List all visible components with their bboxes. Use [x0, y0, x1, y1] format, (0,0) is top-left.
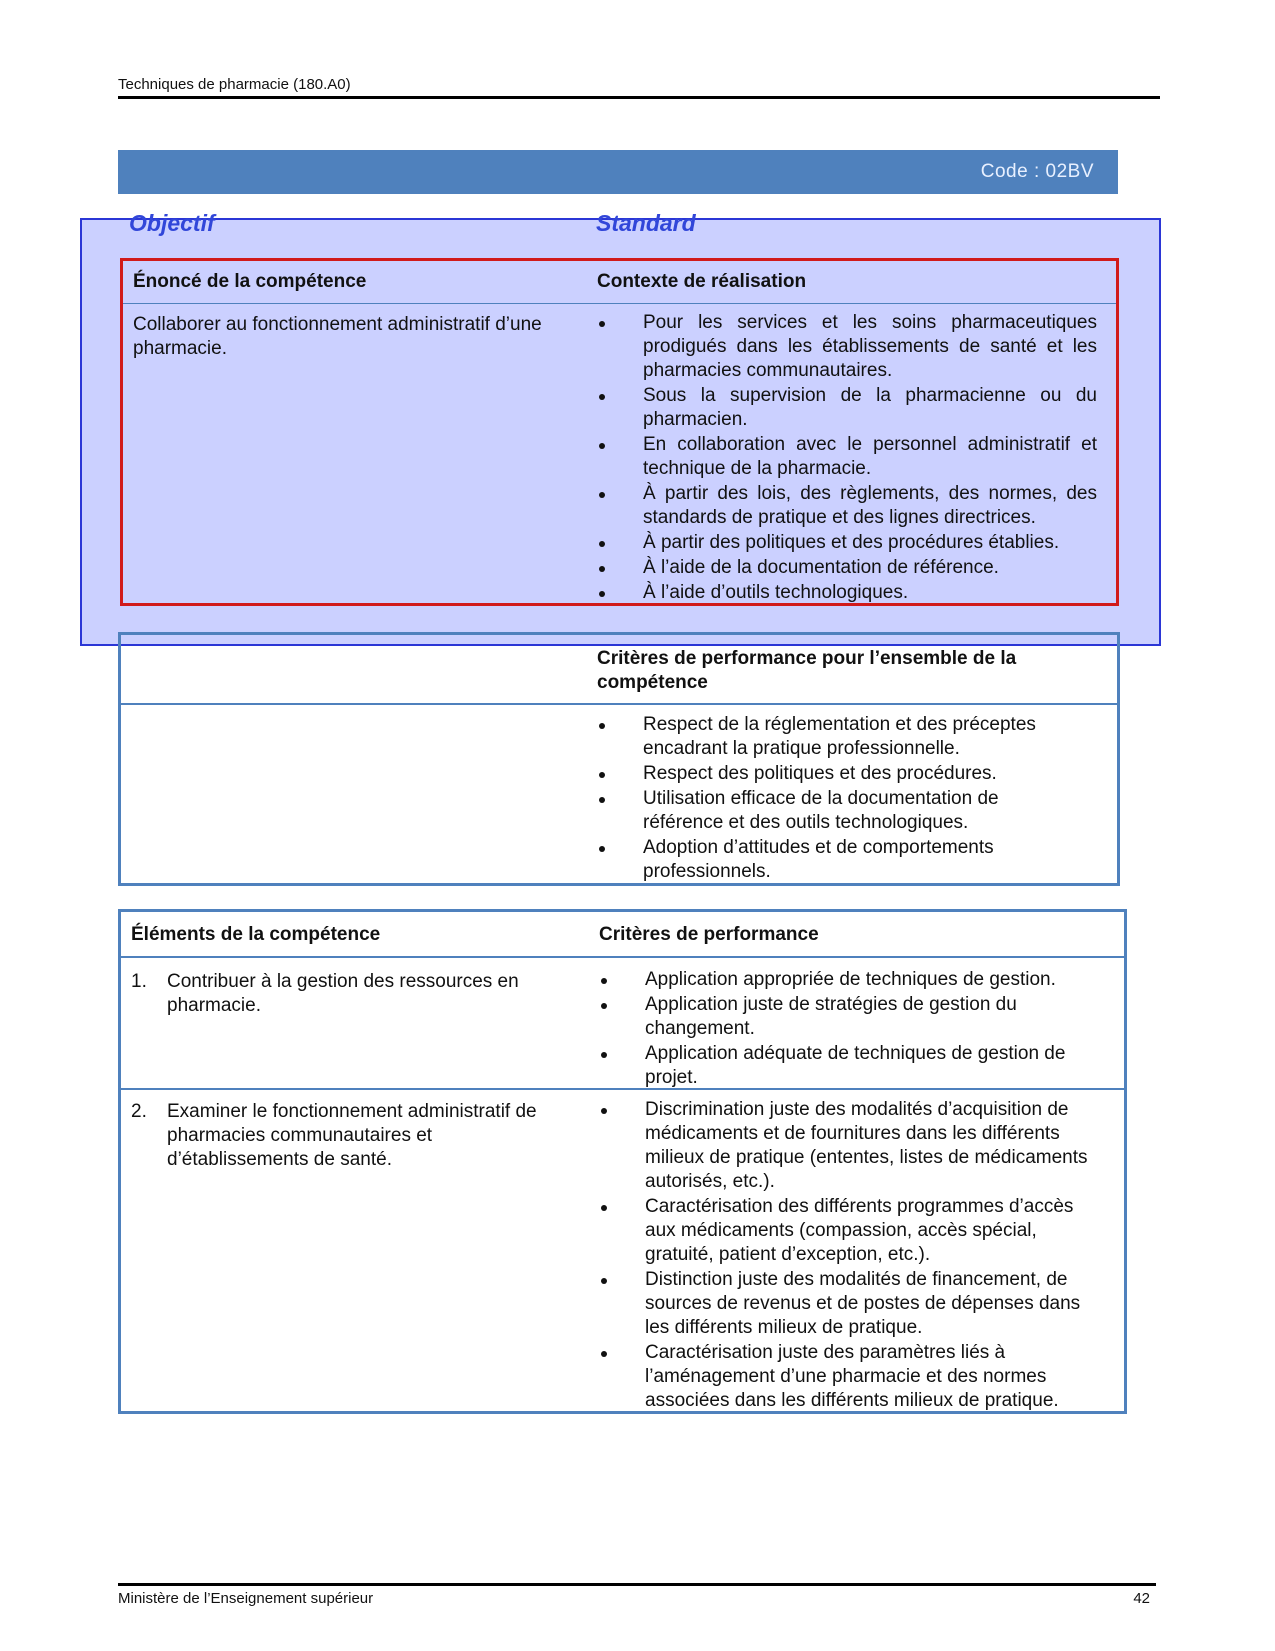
- bullet-icon: [599, 723, 605, 729]
- competency-code: Code : 02BV: [980, 161, 1094, 182]
- bullet-icon: [601, 1205, 607, 1211]
- page-number: 42: [1133, 1590, 1150, 1607]
- element-1: [131, 970, 561, 1018]
- bullet-icon: [599, 492, 605, 498]
- overall-criteria-list: [597, 713, 1067, 885]
- list-item: En collaboration avec le personnel administratif et technique de la pharmacie.: [597, 433, 1097, 481]
- bullet-icon: [601, 1108, 607, 1114]
- document-header-title: Techniques de pharmacie (180.A0): [118, 76, 351, 93]
- list-item: À l’aide de la documentation de référence.: [597, 556, 1097, 580]
- element-2-criteria: [599, 1098, 1109, 1414]
- competency-statement: Collaborer au fonctionnement administratif d’une pharmacie.: [133, 314, 542, 359]
- list-item: Application juste de stratégies de gestion du changement.: [599, 993, 1109, 1041]
- bullet-icon: [599, 846, 605, 852]
- list-item: Caractérisation juste des paramètres liés à l’aménagement d’une pharmacie et des normes associées dans les différents milieux de pratique.: [599, 1341, 1109, 1413]
- context-table-header: [123, 261, 1116, 304]
- element-number: 1.: [131, 971, 147, 992]
- bullet-icon: [601, 978, 607, 984]
- context-conditions-list: [597, 311, 1097, 606]
- objectif-label: Objectif: [129, 210, 215, 236]
- realization-context-header: Contexte de réalisation: [597, 271, 807, 292]
- element-1-criteria: [599, 968, 1109, 1091]
- bullet-icon: [601, 1003, 607, 1009]
- criteria-header: Critères de performance: [599, 924, 819, 945]
- overall-performance-header: Critères de performance pour l’ensemble de la compétence: [597, 648, 1017, 693]
- list-item: Sous la supervision de la pharmacienne ou du pharmacien.: [597, 384, 1097, 432]
- list-item: Adoption d’attitudes et de comportements professionnels.: [597, 836, 1067, 884]
- elements-table: [118, 909, 1127, 1414]
- bullet-icon: [599, 797, 605, 803]
- list-item: Respect de la réglementation et des préceptes encadrant la pratique professionnelle.: [597, 713, 1067, 761]
- bullet-icon: [599, 541, 605, 547]
- footer-ministry: Ministère de l’Enseignement supérieur: [118, 1590, 374, 1607]
- list-item: Application adéquate de techniques de gestion de projet.: [599, 1042, 1109, 1090]
- context-table: [120, 258, 1119, 606]
- element-text: Examiner le fonctionnement administratif de pharmacies communautaires et d’établissements de santé.: [167, 1101, 537, 1170]
- list-item: Discrimination juste des modalités d’acquisition de médicaments et de fournitures dans les différents milieux de pratique (ententes, listes de médicaments autorisés, etc.).: [599, 1098, 1109, 1194]
- element-number: 2.: [131, 1101, 147, 1122]
- divider: [121, 956, 1124, 958]
- bullet-icon: [599, 394, 605, 400]
- divider: [121, 703, 1117, 705]
- list-item: Distinction juste des modalités de financement, de sources de revenus et de postes de dépenses dans les différents milieux de pratique.: [599, 1268, 1109, 1340]
- overall-performance-box: [118, 632, 1120, 886]
- competency-statement-header: Énoncé de la compétence: [133, 271, 367, 292]
- header-divider: [118, 96, 1160, 99]
- list-item: À partir des lois, des règlements, des normes, des standards de pratique et des lignes directrices.: [597, 482, 1097, 530]
- bullet-icon: [599, 772, 605, 778]
- list-item: Caractérisation des différents programmes d’accès aux médicaments (compassion, accès spécial, gratuité, patient d’exception, etc.).: [599, 1195, 1109, 1267]
- elements-header: Éléments de la compétence: [131, 924, 381, 945]
- element-text: Contribuer à la gestion des ressources en pharmacie.: [167, 971, 519, 1016]
- list-item: Application appropriée de techniques de gestion.: [599, 968, 1109, 992]
- bullet-icon: [599, 566, 605, 572]
- code-bar: [118, 150, 1118, 194]
- standard-label: Standard: [596, 210, 696, 236]
- list-item: Pour les services et les soins pharmaceutiques prodigués dans les établissements de santé et les pharmacies communautaires.: [597, 311, 1097, 383]
- bullet-icon: [601, 1052, 607, 1058]
- list-item: Respect des politiques et des procédures.: [597, 762, 1067, 786]
- footer-divider: [118, 1583, 1156, 1586]
- list-item: À partir des politiques et des procédures établies.: [597, 531, 1097, 555]
- bullet-icon: [599, 591, 605, 597]
- list-item: Utilisation efficace de la documentation de référence et des outils technologiques.: [597, 787, 1067, 835]
- bullet-icon: [601, 1351, 607, 1357]
- element-2: [131, 1100, 561, 1172]
- bullet-icon: [599, 321, 605, 327]
- row-divider: [121, 1088, 1124, 1090]
- bullet-icon: [599, 443, 605, 449]
- bullet-icon: [601, 1278, 607, 1284]
- list-item: À l’aide d’outils technologiques.: [597, 581, 1097, 605]
